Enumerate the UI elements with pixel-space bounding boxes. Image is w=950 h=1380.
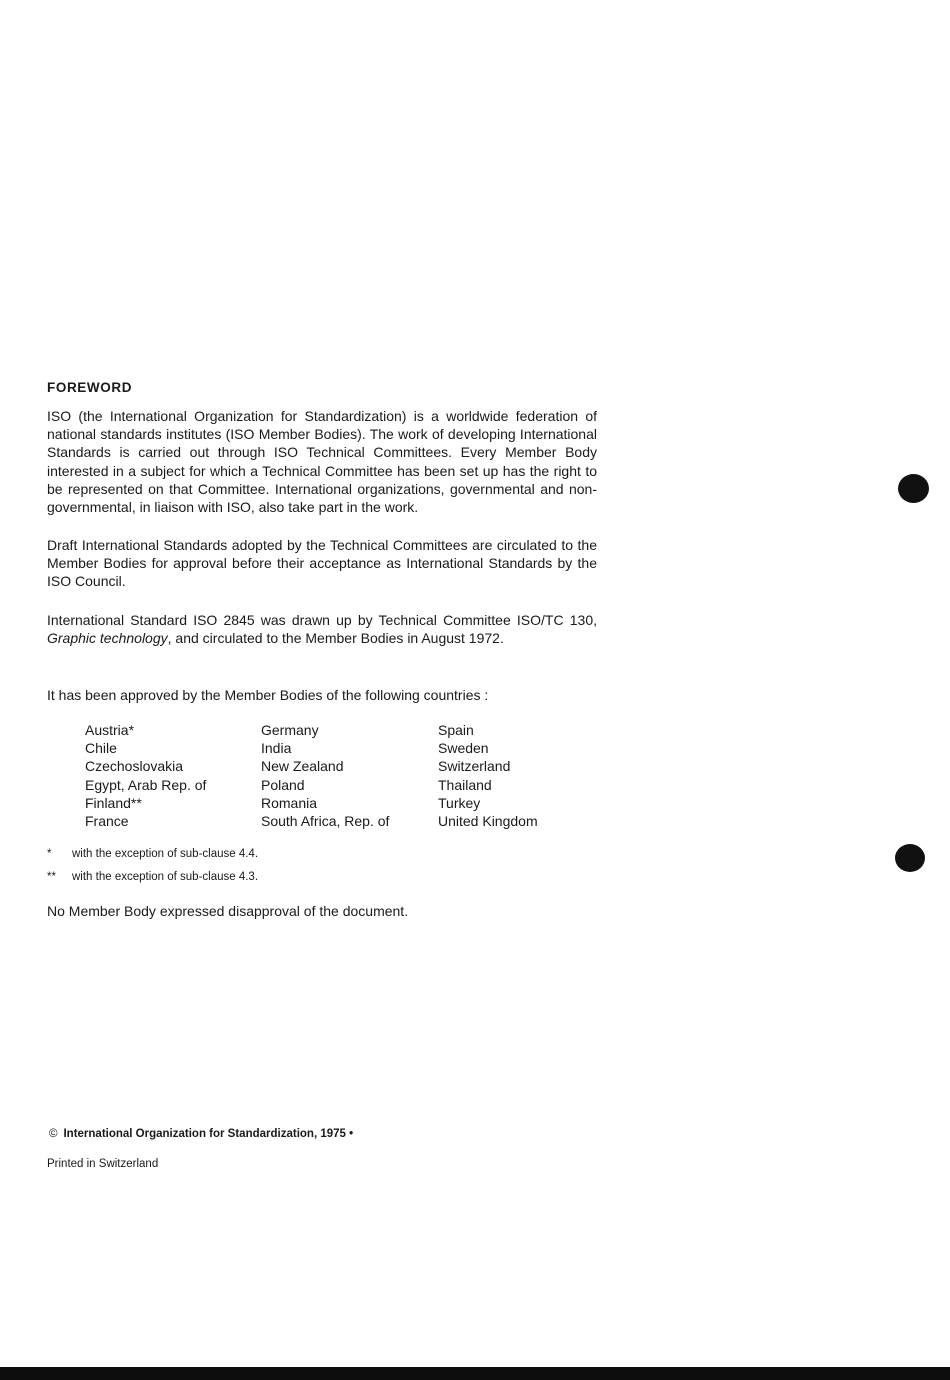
- foreword-paragraph-draft-standards: Draft International Standards adopted by the Technical Committees are circulated to the Member Bodies for approval before their acceptance as International Standards by the ISO Council.: [47, 537, 597, 590]
- countries-column-3: [438, 721, 538, 830]
- printed-in-note: Printed in Switzerland: [47, 1158, 159, 1170]
- country-item: Finland**: [85, 794, 142, 811]
- footnote-double-asterisk: [47, 871, 258, 883]
- copyright-bullet: •: [349, 1128, 354, 1140]
- footnote-mark: *: [47, 848, 52, 860]
- foreword-paragraph-iso-intro: ISO (the International Organization for Standardization) is a worldwide federation of national standards institutes (ISO Member Bodies). The work of developing International Standards is carried out through ISO Technical Committees. Every Member Body interested in a subject for which a Technical Committee has been set up has the right to be represented on that Committee. International organizations, governmental and non-governmental, in liaison with ISO, also take part in the work.: [47, 408, 597, 516]
- country-item: France: [85, 812, 129, 829]
- paragraph-text-after: , and circulated to the Member Bodies in August 1972.: [167, 630, 504, 647]
- country-item: New Zealand: [261, 758, 344, 775]
- foreword-heading: FOREWORD: [47, 380, 133, 395]
- country-item: Czechoslovakia: [85, 758, 184, 775]
- country-item: Spain: [438, 722, 474, 738]
- country-item: Poland: [261, 776, 305, 793]
- foreword-paragraph-iso-2845: [47, 611, 597, 647]
- footnote-text: with the exception of sub-clause 4.3.: [72, 871, 259, 883]
- committee-title-italic: Graphic technology: [47, 630, 168, 647]
- country-item: India: [261, 740, 292, 757]
- footnote-single-asterisk: [47, 848, 258, 860]
- binder-hole-mark-lower: [895, 844, 925, 872]
- foreword-paragraph-approval: It has been approved by the Member Bodies of the following countries :: [47, 687, 489, 703]
- copyright-text: International Organization for Standardization, 1975: [63, 1128, 346, 1140]
- copyright-line: [49, 1128, 353, 1140]
- footnote-text: with the exception of sub-clause 4.4.: [72, 848, 259, 860]
- country-item: United Kingdom: [438, 812, 538, 829]
- countries-column-2: [261, 721, 389, 830]
- closing-statement: No Member Body expressed disapproval of the document.: [47, 903, 409, 919]
- country-item: South Africa, Rep. of: [261, 812, 390, 829]
- country-item: Turkey: [438, 794, 481, 811]
- binder-hole-mark-upper: [898, 474, 929, 503]
- copyright-symbol: ©: [49, 1128, 58, 1140]
- country-item: Egypt, Arab Rep. of: [85, 776, 207, 793]
- country-item: Thailand: [438, 776, 492, 793]
- country-item: Sweden: [438, 740, 489, 757]
- country-item: Switzerland: [438, 758, 511, 775]
- country-item: Germany: [261, 722, 319, 738]
- footnote-mark: **: [47, 871, 56, 883]
- country-item: Chile: [85, 740, 117, 757]
- page-bottom-edge-bar: [0, 1367, 950, 1380]
- paragraph-text-before: International Standard ISO 2845 was drawn up by Technical Committee ISO/TC 130,: [47, 612, 597, 628]
- country-item: Austria*: [85, 722, 135, 738]
- country-item: Romania: [261, 794, 318, 811]
- countries-column-1: [85, 721, 206, 830]
